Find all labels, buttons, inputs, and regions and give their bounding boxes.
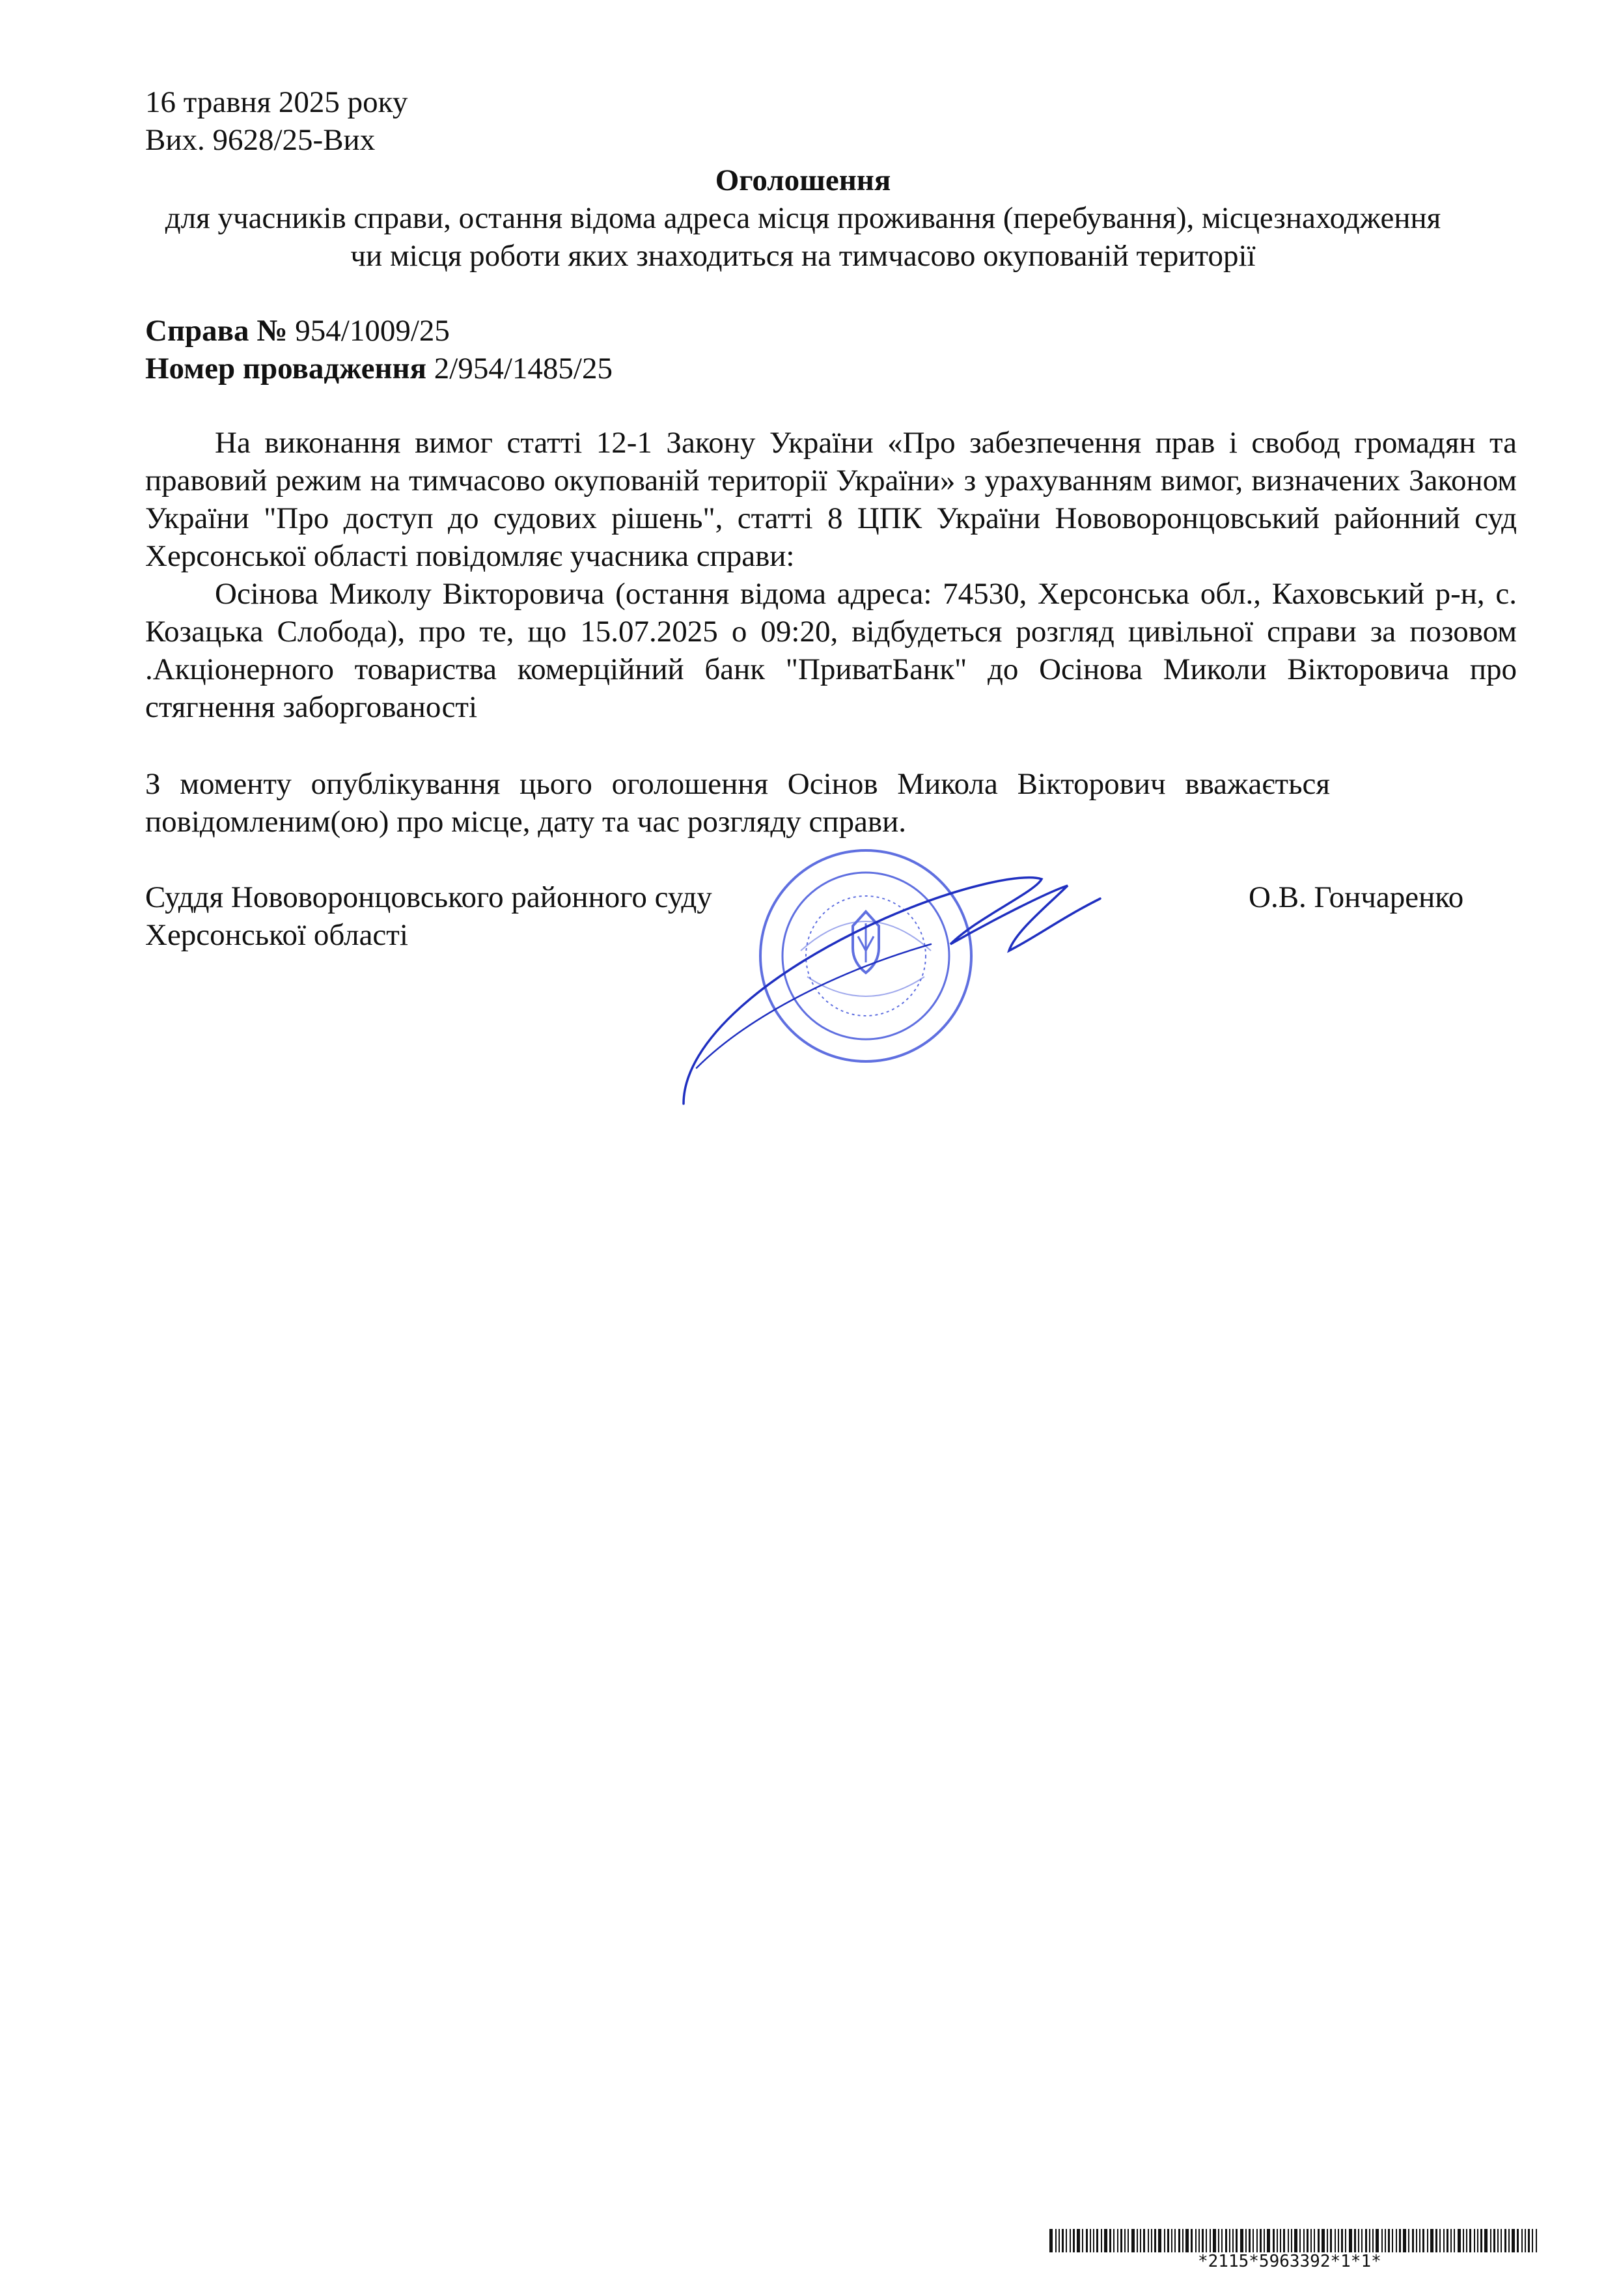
outgoing-number: Вих. 9628/25-Вих: [145, 123, 376, 157]
judge-name: О.В. Гончаренко: [1249, 880, 1464, 914]
signature-position-line-1: Суддя Нововоронцовського районного суду: [145, 880, 712, 914]
barcode-text: *2115*5963392*1*1*: [1198, 2252, 1381, 2271]
subtitle-line-1: для учасників справи, остання відома адреса місця проживання (перебування), місцезнаходження: [165, 201, 1441, 235]
court-seal: [760, 850, 971, 1061]
proceeding-number-line: [145, 350, 613, 387]
case-number: 954/1009/25: [295, 314, 450, 348]
document-title: Оголошення: [715, 163, 891, 197]
paragraph-3: З моменту опублікування цього оголошення Осінов Микола Вікторович вважається повідомленим(ою) про місце, дату та час розгляду справи.: [145, 767, 1330, 839]
signature-position-line-2: Херсонської області: [145, 918, 408, 952]
document-date: 16 травня 2025 року: [145, 85, 408, 119]
case-number-line: [145, 312, 450, 350]
handwritten-signature: [684, 878, 1100, 1104]
proceeding-number: 2/954/1485/25: [434, 352, 613, 385]
case-label: Справа №: [145, 314, 288, 348]
court-seal-and-signature: [671, 847, 1113, 1120]
subtitle-line-2: чи місця роботи яких знаходиться на тимчасово окупованій території: [350, 239, 1256, 273]
barcode: [1049, 2229, 1541, 2252]
paragraph-2: Осінова Миколу Вікторовича (остання відома адреса: 74530, Херсонська обл., Каховський р-н, с. Козацька Слобода), про те, що 15.07.2025 о 09:20, відбудеться розгляд цивільної справи за позовом .Акціонерного товариства комерційний банк "ПриватБанк" до Осінова Миколи Вікторовича про стягнення заборгованості: [145, 577, 1517, 724]
paragraph-1: На виконання вимог статті 12-1 Закону України «Про забезпечення прав і свобод громадян та правовий режим на тимчасово окупованій території України» з урахуванням вимог, визначених Законом України "Про доступ до судових рішень", статті 8 ЦПК України Нововоронцовський районний суд Херсонської області повідомляє учасника справи:: [145, 426, 1517, 573]
proceeding-label: Номер провадження: [145, 352, 427, 385]
